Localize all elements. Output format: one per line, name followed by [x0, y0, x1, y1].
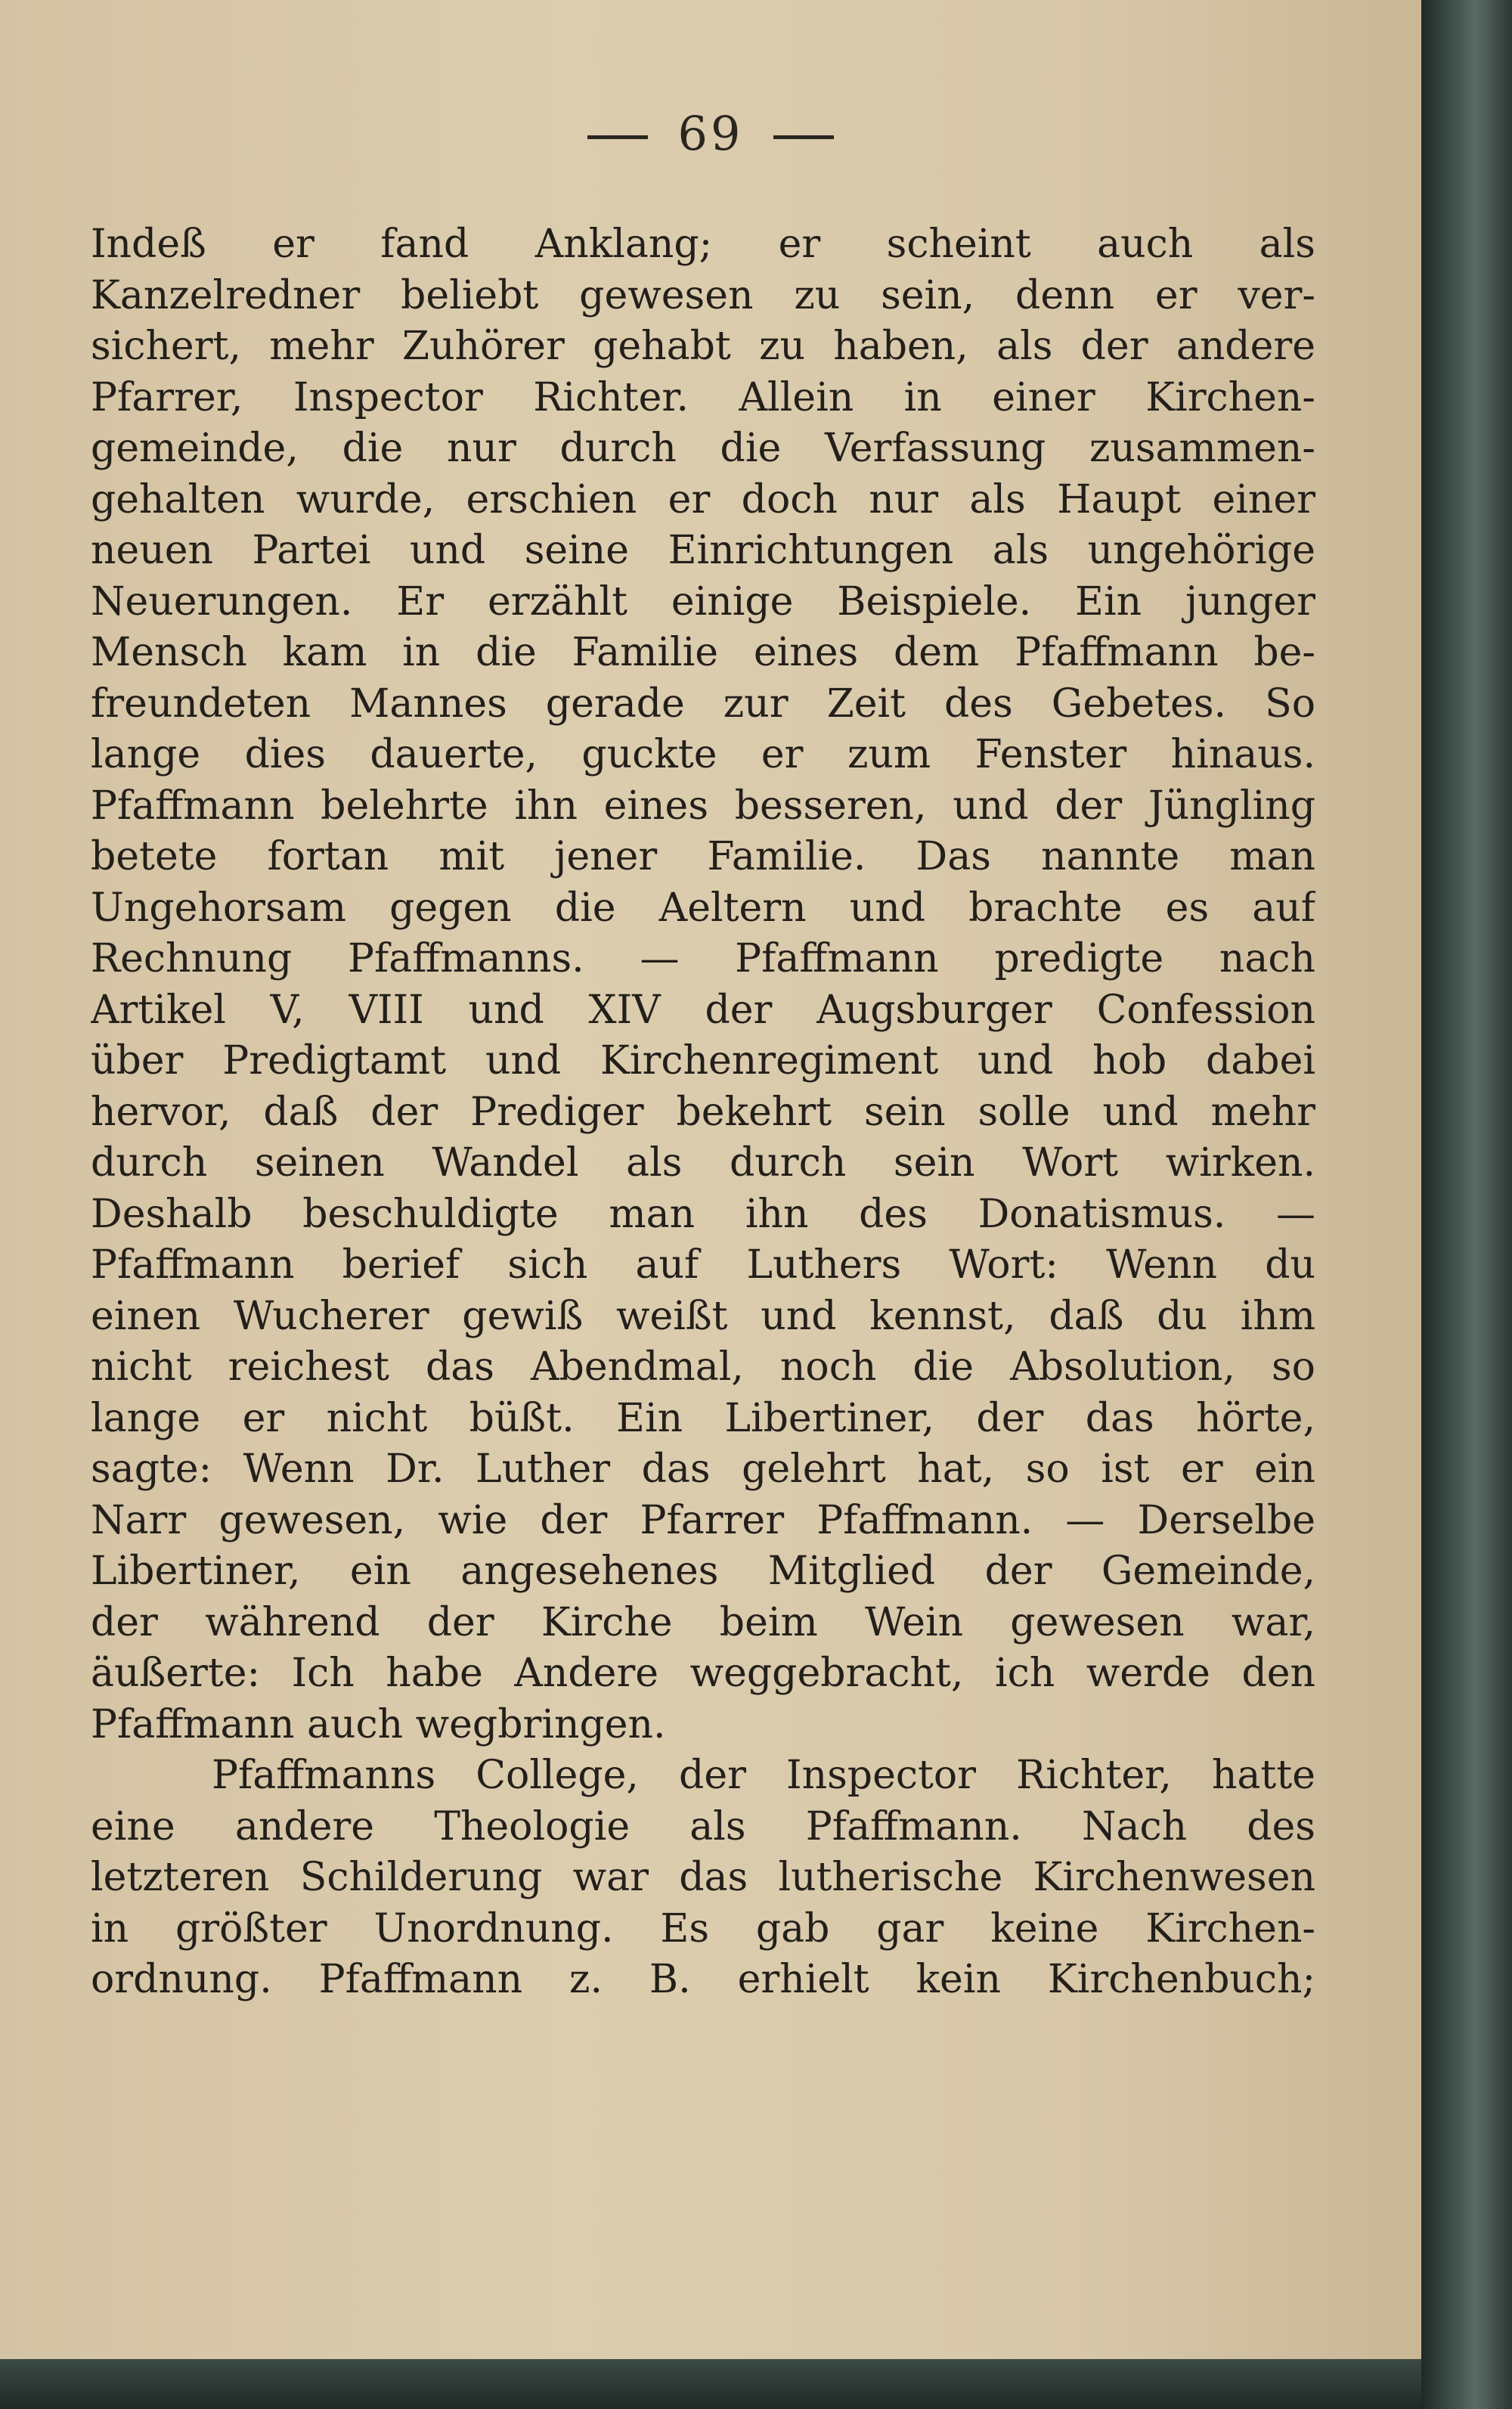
- text-line: sagte: Wenn Dr. Luther das gelehrt hat, so ist er ein: [91, 1446, 1315, 1492]
- text-line: Pfaffmann auch wegbringen.: [91, 1701, 666, 1747]
- text-line: betete fortan mit jener Familie. Das nannte man: [91, 834, 1315, 879]
- text-line: gehalten wurde, erschien er doch nur als Haupt einer: [91, 476, 1315, 522]
- text-line: in größter Unordnung. Es gab gar keine Kirchen-: [91, 1905, 1315, 1952]
- text-line: Deshalb beschuldigte man ihn des Donatismus. —: [91, 1191, 1315, 1237]
- text-line: Pfaffmanns College, der Inspector Richter, hatte: [212, 1753, 1315, 1798]
- book-cover-edge: [0, 2359, 1421, 2409]
- book-spine: [1421, 0, 1512, 2409]
- text-line: nicht reichest das Abendmal, noch die Absolution, so: [91, 1344, 1315, 1390]
- text-line: Artikel V, VIII und XIV der Augsburger Confession: [91, 987, 1315, 1033]
- text-line: letzteren Schilderung war das lutherische Kirchenwesen: [91, 1855, 1315, 1900]
- text-line: äußerte: Ich habe Andere weggebracht, ich werde den: [91, 1651, 1315, 1696]
- text-line: freundeten Mannes gerade zur Zeit des Gebetes. So: [91, 681, 1315, 727]
- text-line: Kanzelredner beliebt gewesen zu sein, denn er ver-: [91, 272, 1315, 318]
- text-line: Pfarrer, Inspector Richter. Allein in einer Kirchen-: [91, 374, 1315, 420]
- text-line: gemeinde, die nur durch die Verfassung zusammen-: [91, 426, 1315, 471]
- text-line: Pfaffmann berief sich auf Luthers Wort: Wenn du: [91, 1242, 1315, 1288]
- text-line: Libertiner, ein angesehenes Mitglied der Gemeinde,: [91, 1549, 1315, 1594]
- text-line: hervor, daß der Prediger bekehrt sein solle und mehr: [91, 1089, 1315, 1135]
- header-dash-right: [773, 135, 834, 139]
- text-line: der während der Kirche beim Wein gewesen war,: [91, 1599, 1315, 1645]
- text-line: durch seinen Wandel als durch sein Wort wirken.: [91, 1140, 1315, 1186]
- header-dash-left: [587, 135, 648, 139]
- text-line: ordnung. Pfaffmann z. B. erhielt kein Kirchenbuch;: [91, 1957, 1315, 2002]
- body-text: [91, 219, 1315, 2006]
- text-line: Neuerungen. Er erzählt einige Beispiele. Ein junger: [91, 578, 1315, 625]
- text-line: neuen Partei und seine Einrichtungen als ungehörige: [91, 528, 1315, 573]
- text-line: über Predigtamt und Kirchenregiment und hob dabei: [91, 1038, 1315, 1084]
- text-line: lange er nicht büßt. Ein Libertiner, der das hörte,: [91, 1395, 1315, 1441]
- text-line: Pfaffmann belehrte ihn eines besseren, und der Jüngling: [91, 783, 1315, 829]
- text-line: lange dies dauerte, guckte er zum Fenster hinaus.: [91, 732, 1315, 777]
- text-line: einen Wucherer gewiß weißt und kennst, daß du ihm: [91, 1293, 1315, 1339]
- page-number: 69: [677, 106, 744, 161]
- text-line: Ungehorsam gegen die Aeltern und brachte es auf: [91, 885, 1315, 931]
- page-number-header: [0, 106, 1421, 161]
- text-line: Indeß er fand Anklang; er scheint auch als: [91, 222, 1315, 267]
- text-line: sichert, mehr Zuhörer gehabt zu haben, als der andere: [91, 324, 1315, 369]
- text-line: Mensch kam in die Familie eines dem Pfaffmann be-: [91, 630, 1315, 675]
- text-line: eine andere Theologie als Pfaffmann. Nach des: [91, 1803, 1315, 1849]
- text-line: Narr gewesen, wie der Pfarrer Pfaffmann. — Derselbe: [91, 1497, 1315, 1543]
- text-line: Rechnung Pfaffmanns. — Pfaffmann predigte nach: [91, 936, 1315, 981]
